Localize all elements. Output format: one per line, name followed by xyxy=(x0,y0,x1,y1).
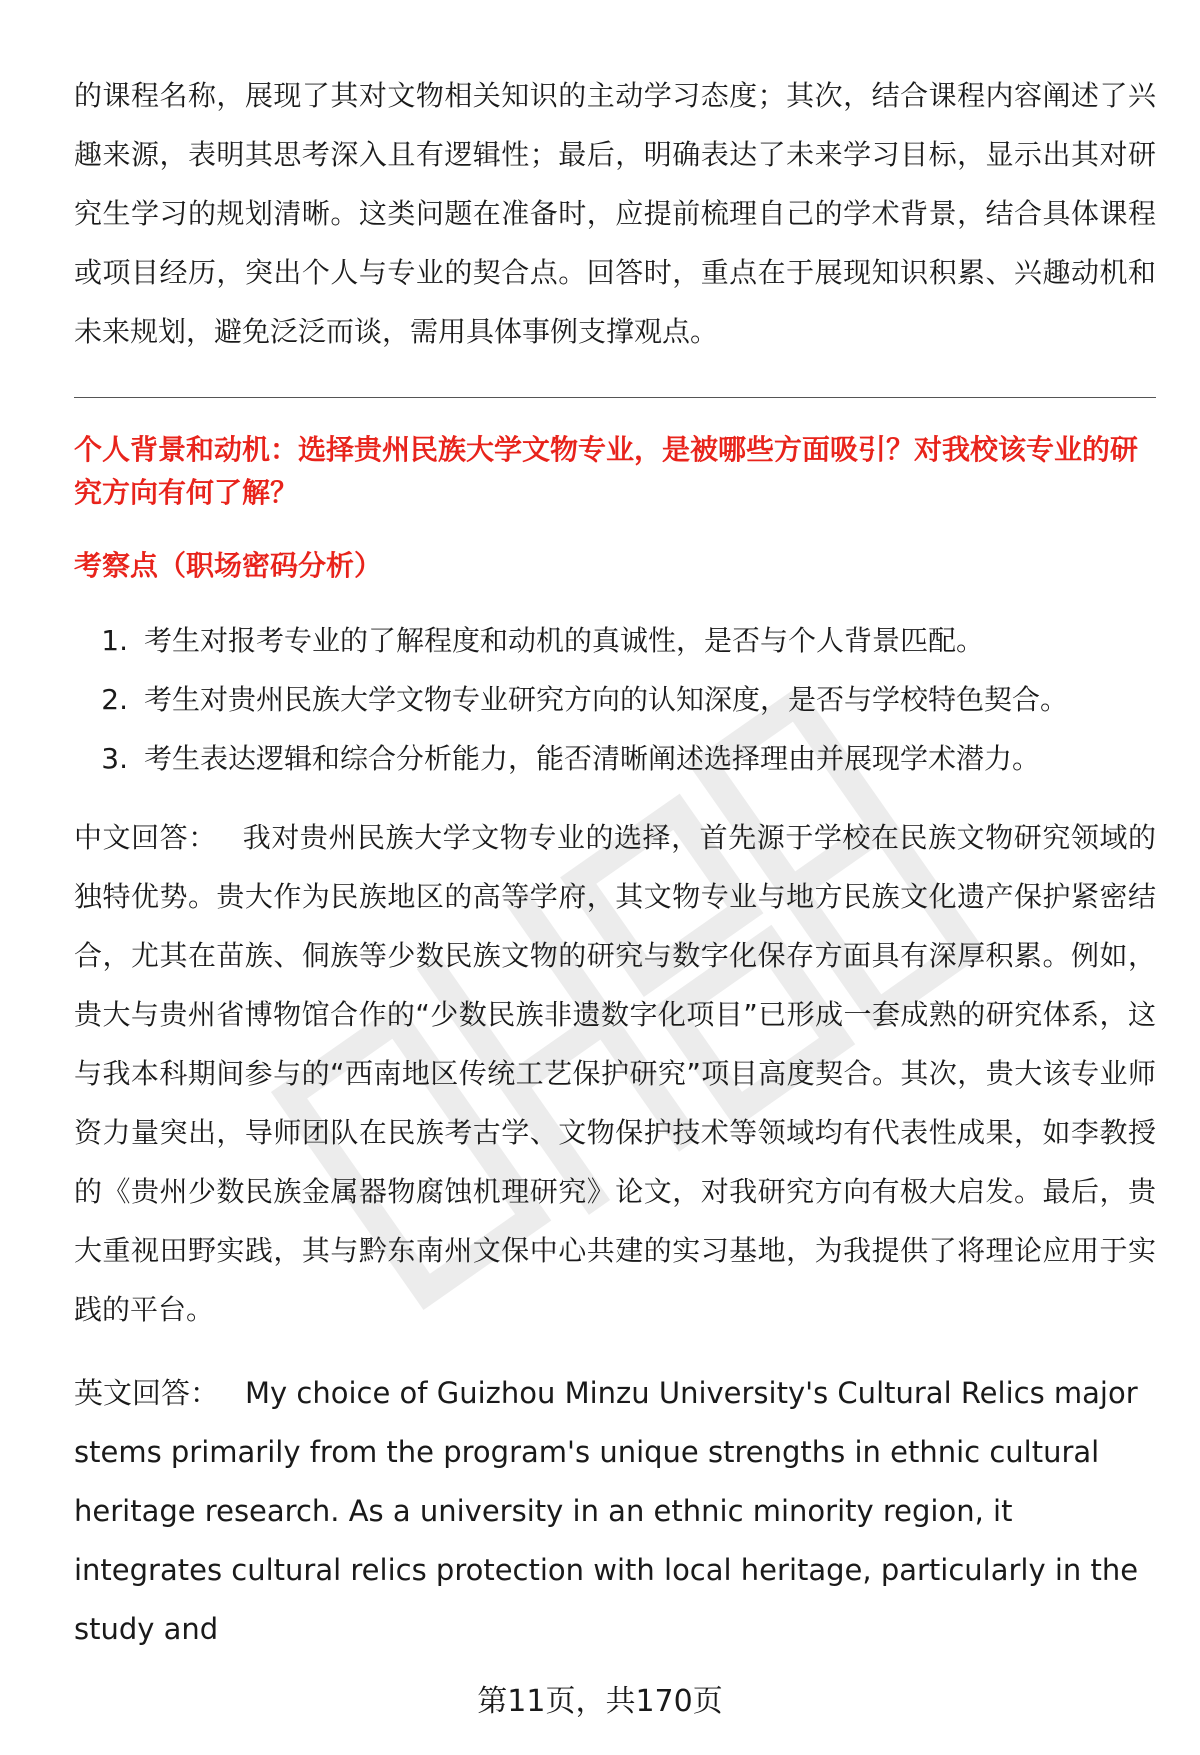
chinese-answer-label: 中文回答： xyxy=(74,821,217,854)
list-item-text: 考生对报考专业的了解程度和动机的真诚性，是否与个人背景匹配。 xyxy=(144,624,985,657)
document-page xyxy=(74,66,1156,1684)
english-answer-text: My choice of Guizhou Minzu University's Cultural Relics major stems primarily from the program's unique strengths in ethnic cultural heritage research. As a university in an ethnic minority region, it integrates cultural relics protection with local heritage, particularly in the study and xyxy=(74,1376,1139,1646)
analysis-list xyxy=(74,611,1156,788)
analysis-heading: 考察点（职场密码分析） xyxy=(74,549,383,582)
english-answer xyxy=(74,1364,1156,1659)
list-item xyxy=(74,611,1156,670)
section-divider xyxy=(74,397,1156,398)
page-number-footer: 第11页，共170页 xyxy=(477,1684,723,1719)
english-answer-label: 英文回答： xyxy=(74,1376,220,1410)
question-heading: 个人背景和动机：选择贵州民族大学文物专业，是被哪些方面吸引？对我校该专业的研究方向有何了解？ xyxy=(74,433,1139,509)
list-item xyxy=(74,670,1156,729)
list-item-number: 3. xyxy=(101,742,128,775)
chinese-answer xyxy=(74,808,1156,1339)
list-item-text: 考生表达逻辑和综合分析能力，能否清晰阐述选择理由并展现学术潜力。 xyxy=(144,742,1041,775)
list-item-text: 考生对贵州民族大学文物专业研究方向的认知深度，是否与学校特色契合。 xyxy=(144,683,1069,716)
list-item-number: 1. xyxy=(101,624,128,657)
list-item xyxy=(74,729,1156,788)
list-item-number: 2. xyxy=(101,683,128,716)
chinese-answer-text: 我对贵州民族大学文物专业的选择，首先源于学校在民族文物研究领域的独特优势。贵大作为民族地区的高等学府，其文物专业与地方民族文化遗产保护紧密结合，尤其在苗族、侗族等少数民族文物的研究与数字化保存方面具有深厚积累。例如，贵大与贵州省博物馆合作的“少数民族非遗数字化项目”已形成一套成熟的研究体系，这与我本科期间参与的“西南地区传统工艺保护研究”项目高度契合。其次，贵大该专业师资力量突出，导师团队在民族考古学、文物保护技术等领域均有代表性成果，如李教授的《贵州少数民族金属器物腐蚀机理研究》论文，对我研究方向有极大启发。最后，贵大重视田野实践，其与黔东南州文保中心共建的实习基地，为我提供了将理论应用于实践的平台。 xyxy=(74,821,1156,1326)
intro-paragraph: 的课程名称，展现了其对文物相关知识的主动学习态度；其次，结合课程内容阐述了兴趣来源，表明其思考深入且有逻辑性；最后，明确表达了未来学习目标，显示出其对研究生学习的规划清晰。这类问题在准备时，应提前梳理自己的学术背景，结合具体课程或项目经历，突出个人与专业的契合点。回答时，重点在于展现知识积累、兴趣动机和未来规划，避免泛泛而谈，需用具体事例支撑观点。 xyxy=(74,79,1156,348)
